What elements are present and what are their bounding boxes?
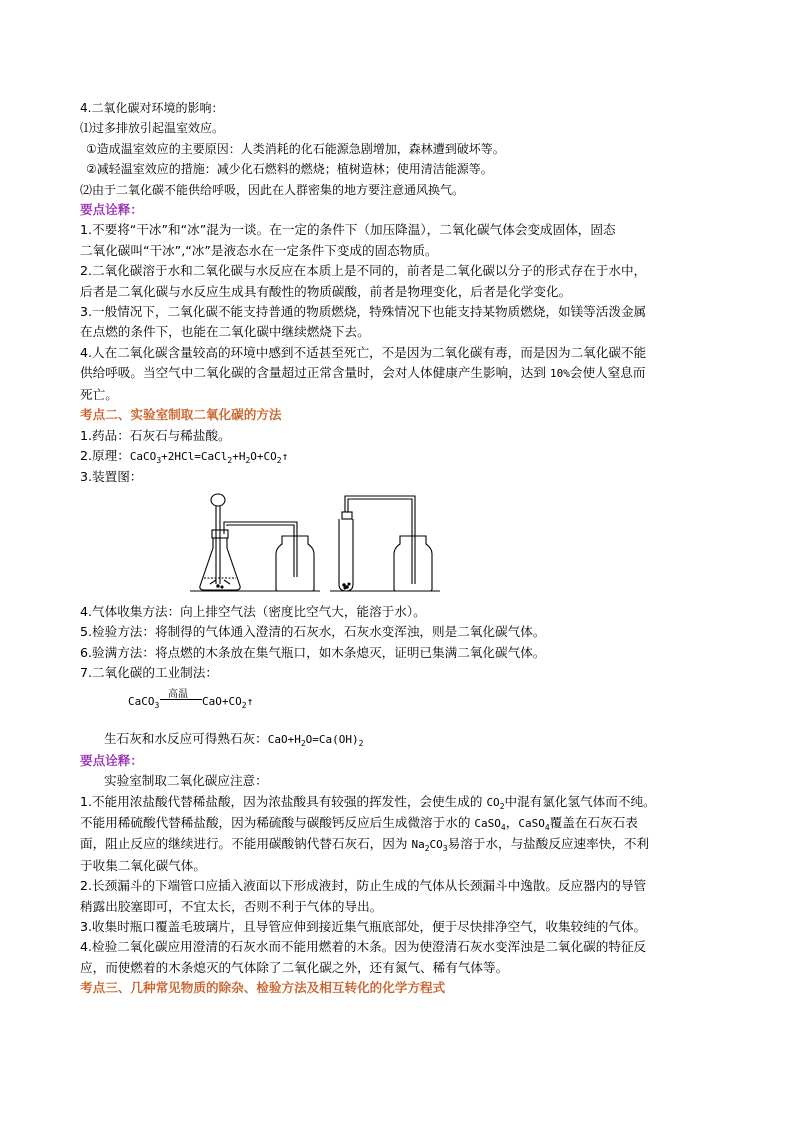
eq-condition: 高温 <box>168 689 188 701</box>
notes1-line2: 二氧化碳叫“干冰”,“冰”是液态水在一定条件下变成的固态物质。 <box>80 242 438 258</box>
industrial-equation <box>80 683 720 729</box>
notes1-line8-tail: 会使人窒息而 <box>569 365 646 381</box>
kp2-collect: 4.气体收集方法：向上排空气法（密度比空气大，能溶于水）。 <box>80 603 426 619</box>
gas-jar-1 <box>276 536 314 591</box>
notes2-line3: 面，阻止反应的继续进行。不能用碳酸钠代替石灰石，因为 $Na_2CO_3$易溶于水，与盐酸反应速率快，不利 <box>80 836 650 854</box>
percent-value: 10% <box>549 367 570 381</box>
notes2-line9: 应，而使燃着的木条熄灭的气体除了二氧化碳之外，还有氮气、稀有气体等。 <box>80 959 509 975</box>
notes1-line6: 在点燃的条件下，也能在二氧化碳中继续燃烧下去。 <box>80 324 370 340</box>
apparatus-diagram <box>190 492 450 596</box>
kp2-drug: 1.药品：石灰石与稀盐酸。 <box>80 427 231 443</box>
eq-left: CaCO$_3$ <box>128 695 160 711</box>
notes1-line7: 4.人在二氧化碳含量较高的环境中感到不适甚至死亡，不是因为二氧化碳有毒，而是因为二氧化碳不能 <box>80 344 647 360</box>
section4-point1: ⑴过多排放引起温室效应。 <box>80 121 225 136</box>
kp2-heading: 考点二、实验室制取二氧化碳的方法 <box>80 407 282 423</box>
kp2-device: 3.装置图： <box>80 469 143 485</box>
principle-label: 2.原理： <box>80 447 130 463</box>
lime-equation: $CaO+H_2O=Ca(OH)_2$ <box>267 733 364 749</box>
kp2-full: 6.验满方法：将点燃的木条放在集气瓶口，如木条熄灭，证明已集满二氧化碳气体。 <box>80 644 546 660</box>
principle-equation: $CaCO_3+2HCl=CaCl_2+H_2O+CO_2↑$ <box>129 449 289 466</box>
notes1-line1: 1.不要将“干冰”和“冰”混为一谈。在一定的条件下（加压降温），二氧化碳气体会变成固体，固态 <box>80 222 616 238</box>
section4-point1a: ①造成温室效应的主要原因：人类消耗的化石能源急剧增加，森林遭到破坏等。 <box>86 141 505 156</box>
delivery-tube-2 <box>345 496 415 584</box>
kp3-heading: 考点三、几种常见物质的除杂、检验方法及相互转化的化学方程式 <box>80 980 446 996</box>
document-page <box>80 98 720 999</box>
notes2-line5: 2.长颈漏斗的下端管口应插入液面以下形成液封，防止生成的气体从长颈漏斗中逸散。反应器内的导管 <box>80 878 647 894</box>
notes2-line4: 于收集二氧化碳气体。 <box>80 857 206 873</box>
kp2-test: 5.检验方法：将制得的气体通入澄清的石灰水，石灰水变浑浊，则是二氧化碳气体。 <box>80 624 546 640</box>
lime-text: 生石灰和水反应可得熟石灰： <box>104 731 268 747</box>
notes1-line4: 后者是二氧化碳与水反应生成具有酸性的物质碳酸，前者是物理变化，后者是化学变化。 <box>80 283 572 299</box>
eq-bar <box>160 699 202 700</box>
kp2-lime <box>80 729 720 750</box>
notes2-heading: 要点诠释： <box>80 752 143 768</box>
notes1-heading: 要点诠释： <box>80 202 143 218</box>
kp2-principle <box>80 446 720 467</box>
delivery-tube-1 <box>224 522 297 577</box>
section4-title: 4.二氧化碳对环境的影响： <box>80 101 224 115</box>
notes2-line1: 1.不能用浓盐酸代替稀盐酸，因为浓盐酸具有较强的挥发性，会使生成的 $CO_2$中混有氯化氢气体而不纯。 <box>80 793 656 811</box>
section4-point1b: ②减轻温室效应的措施：减少化石燃料的燃烧；植树造林；使用清洁能源等。 <box>86 162 493 177</box>
section4-point2: ⑵由于二氧化碳不能供给呼吸，因此在人群密集的地方要注意通风换气。 <box>80 182 465 197</box>
test-tube <box>339 512 353 591</box>
gas-arrow: ↑ <box>281 449 289 463</box>
notes2-line7: 3.收集时瓶口覆盖毛玻璃片，且导管应伸到接近集气瓶底部处，便于尽快排净空气，收集较纯的气体。 <box>80 919 647 934</box>
notes2-line2: 不能用稀硫酸代替稀盐酸，因为稀硫酸与碳酸钙反应后生成微溶于水的 CaSO$_4$，CaSO$_4$覆盖在石灰石表 <box>80 814 638 833</box>
eq-right: $CaO+CO_2↑$ <box>202 695 254 711</box>
notes1-line3: 2.二氧化碳溶于水和二氧化碳与水反应在本质上是不同的，前者是二氧化碳以分子的形式存在于水中， <box>80 263 647 279</box>
gas-jar-2 <box>394 536 432 591</box>
notes1-line5: 3.一般情况下，二氧化碳不能支持普通的物质燃烧，特殊情况下也能支持某物质燃烧，如镁等活泼金属 <box>80 304 647 320</box>
kp2-industry: 7.二氧化碳的工业制法： <box>80 664 218 680</box>
notes1-line8-text: 供给呼吸。当空气中二氧化碳的含量超过正常含量时，会对人体健康产生影响，达到 <box>80 365 550 381</box>
notes2-line6: 稍露出胶塞即可，不宜太长，否则不利于气体的导出。 <box>80 898 383 914</box>
notes1-line9: 死亡。 <box>80 386 118 402</box>
notes2-line8: 4.检验二氧化碳应用澄清的石灰水而不能用燃着的木条。因为使澄清石灰水变浑浊是二氧化碳的特征反 <box>80 939 647 955</box>
notes1-line8 <box>80 363 720 384</box>
notes2-intro: 实验室制取二氧化碳应注意： <box>104 773 268 789</box>
